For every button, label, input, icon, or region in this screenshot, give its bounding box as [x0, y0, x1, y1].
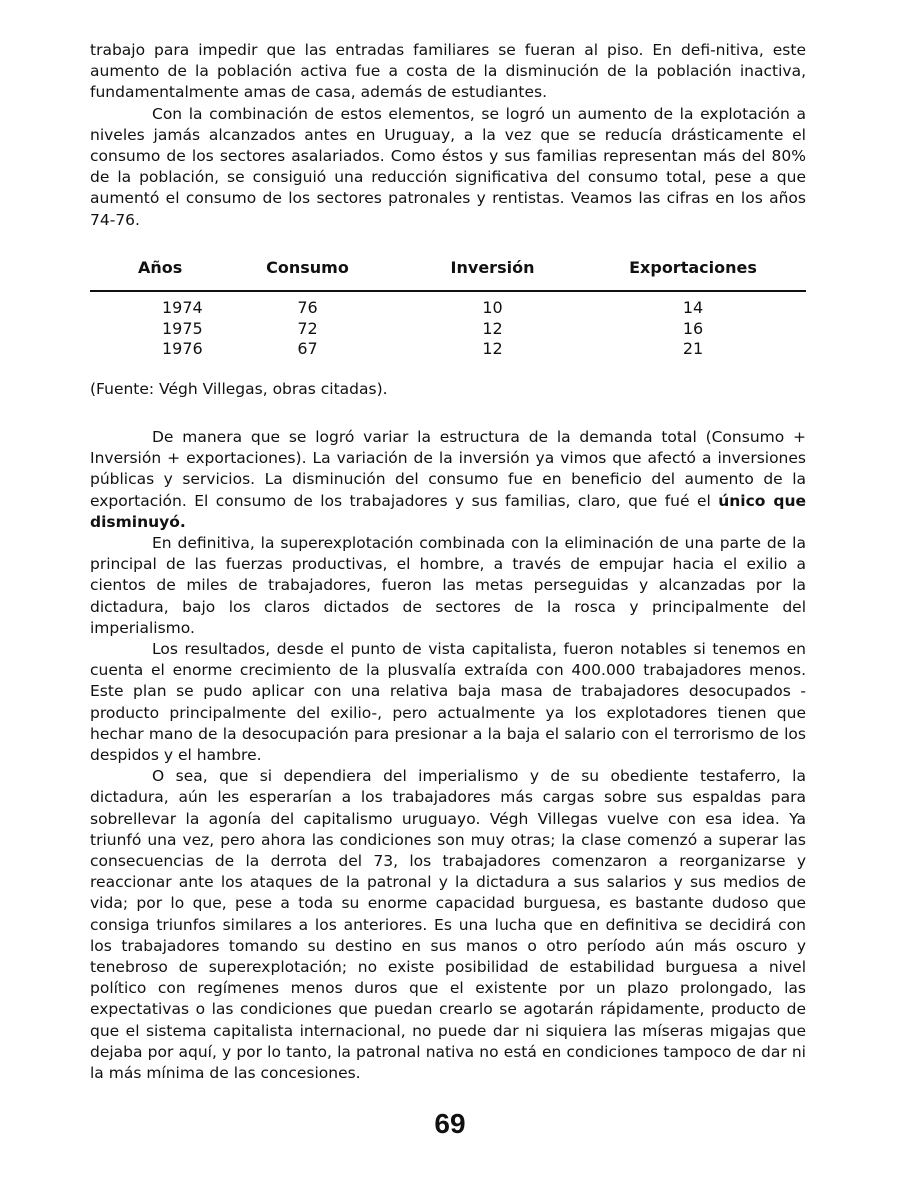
- table-cell: 10: [482, 298, 503, 317]
- table-row: [90, 319, 806, 340]
- paragraph: O sea, que si dependiera del imperialismo y de su obediente testaferro, la dictadura, aún les esperarían a los trabajadores más cargas sobre sus espaldas para sobrellevar la agonía del capitalismo uruguayo. Végh Villegas vuelve con esa idea. Ya triunfó una vez, pero ahora las condiciones son muy otras; la clase comenzó a superar las consecuencias de la derrota del 73, los trabajadores comenzaron a reorganizarse y reaccionar ante los ataques de la patronal y la dictadura a sus salarios y sus medios de vida; por lo que, pese a toda su enorme capacidad burguesa, es bastante dudoso que consiga triunfos similares a los anteriores. Es una lucha que en definitiva se decidirá con los trabajadores tomando su destino en sus manos o otro período aún más oscuro y tenebroso de superexplotación; no existe posibilidad de estabilidad burguesa a nivel político con regímenes menos duros que el existente por un plazo prolongado, las expectativas o las condiciones que puedan crearlo se agotarán rápidamente, producto de que el sistema capitalista internacional, no puede dar ni siquiera las míseras migajas que dejaba por aquí, y por lo tanto, la patronal nativa no está en condiciones tampoco de dar ni la más mínima de las concesiones.: [90, 767, 806, 1083]
- top-text-block: [90, 40, 806, 231]
- table-rule: [90, 290, 806, 292]
- paragraph: trabajo para impedir que las entradas familiares se fueran al piso. En defi-nitiva, este aumento de la población activa fue a costa de la disminución de la población inactiva, fundamentalmente amas de casa, además de estudiantes.: [90, 41, 806, 102]
- table-cell: 1976: [162, 339, 203, 358]
- paragraph: Con la combinación de estos elementos, se logró un aumento de la explotación a niveles jamás alcanzados antes en Uruguay, a la vez que se reducía drásticamente el consumo de los sectores asalariados. Como éstos y sus familias representan más del 80% de la población, se consiguió una reducción significativa del consumo total, pese a que aumentó el consumo de los sectores patronales y rentistas. Veamos las cifras en los años 74-76.: [90, 104, 806, 229]
- paragraph: En definitiva, la superexplotación combinada con la eliminación de una parte de la principal de las fuerzas productivas, el hombre, a través de empujar hacia el exilio a cientos de miles de trabajadores, fueron las metas perseguidas y alcanzadas por la dictadura, bajo los claros dictados de sectores de la rosca y principalmente del imperialismo.: [90, 534, 806, 637]
- table-cell: 12: [482, 318, 503, 338]
- table-header-cell: Exportaciones: [629, 258, 757, 277]
- table-cell: 1974: [162, 298, 203, 317]
- table-cell: 72: [297, 318, 318, 338]
- paragraph: Los resultados, desde el punto de vista capitalista, fueron notables si tenemos en cuenta el enorme crecimiento de la plusvalía extraída con 400.000 trabajadores menos. Este plan se pudo aplicar con una relativa baja masa de trabajadores desocupados -producto principalmente del exilio-, pero actualmente ya los explotadores tienen que hechar mano de la desocupación para presionar a la baja el salario con el terrorismo de los despidos y el hambre.: [90, 640, 806, 765]
- table-cell: 1975: [162, 318, 203, 338]
- table-cell: 21: [682, 339, 704, 358]
- table-cell: 14: [682, 298, 704, 317]
- table-row: [90, 339, 806, 360]
- table-header-cell: Consumo: [266, 258, 349, 277]
- table-source-note: (Fuente: Végh Villegas, obras citadas).: [90, 380, 388, 398]
- bottom-text-block: [90, 427, 806, 1084]
- table-header-cell: Años: [138, 258, 183, 277]
- table-header-row: [90, 258, 806, 282]
- data-table: [90, 258, 806, 360]
- table-cell: 67: [297, 339, 318, 358]
- table-header-cell: Inversión: [450, 258, 535, 277]
- paragraph: [90, 427, 806, 533]
- table-row: [90, 298, 806, 319]
- emphasis-text: único que disminuyó.: [90, 491, 806, 531]
- table-cell: 12: [482, 339, 503, 358]
- table-cell: 16: [682, 318, 704, 338]
- paragraph-text: De manera que se logró variar la estructura de la demanda total (Consumo + Inversión + exportaciones). La variación de la inversión ya vimos que afectó a inversiones públicas y servicios. La disminución del consumo fue en beneficio del aumento de la exportación. El consumo de los trabajadores y sus familias, claro, que fué el: [90, 428, 806, 510]
- table-cell: 76: [297, 298, 318, 317]
- page-number: 69: [434, 1108, 466, 1139]
